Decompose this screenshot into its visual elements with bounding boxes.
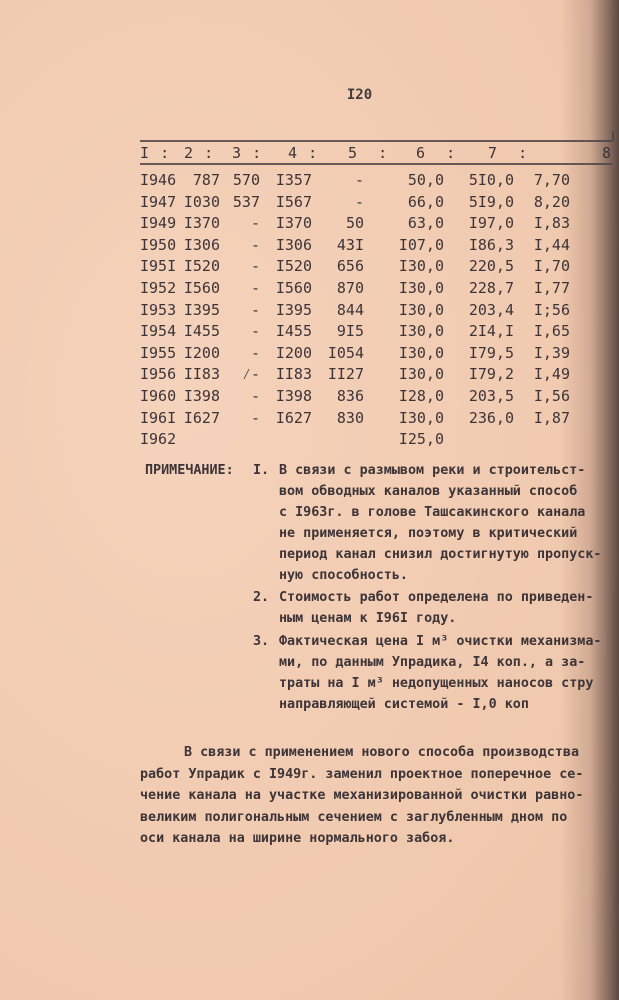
table-cell-col-1: I954 <box>140 322 177 341</box>
note-line: ную способность. <box>279 568 408 583</box>
table-cell-col-1: I955 <box>140 343 177 362</box>
table-cell-col-6: I07,0 <box>398 235 444 254</box>
table-cell-col-6: I30,0 <box>398 365 444 384</box>
column-header-7: 7 : <box>488 144 529 162</box>
table-cell-col-8: I,56 <box>533 386 570 405</box>
table-cell-col-7: 228,7 <box>468 278 514 297</box>
table-cell-col-5: 656 <box>336 257 364 276</box>
table-cell-col-2: I398 <box>183 386 220 405</box>
table-cell-col-5: 830 <box>336 408 364 427</box>
table-cell-col-7: 5I0,0 <box>468 171 514 189</box>
table-cell-col-3: - <box>250 386 260 405</box>
table-cell-col-5: II27 <box>327 365 364 384</box>
table-cell-col-6: I30,0 <box>398 300 444 319</box>
table-cell-col-1: I956 <box>140 365 177 384</box>
table-cell-col-7: 2I4,I <box>468 322 514 341</box>
note-line: вом обводных каналов указанный способ <box>279 484 578 499</box>
table-row <box>140 235 612 257</box>
table-cell-col-5: 43I <box>336 235 364 254</box>
table-cell-col-4: I395 <box>275 300 312 319</box>
note-1 <box>253 460 601 586</box>
table-cell-col-8: I,77 <box>533 278 570 297</box>
table-cell-col-5: 50 <box>345 214 364 233</box>
note-2-number: 2. <box>253 590 270 605</box>
table-cell-col-2: 787 <box>192 171 220 189</box>
table-cell-col-4: I567 <box>275 192 312 211</box>
paragraph-line: великим полигональным сечением с заглубленным дном по <box>140 809 568 825</box>
table-row <box>140 170 612 192</box>
table-cell-col-5: 836 <box>336 386 364 405</box>
table-cell-col-8: 7,70 <box>533 171 570 189</box>
table-cell-col-2: II83 <box>183 365 220 384</box>
table-cell-col-8: I,49 <box>533 365 570 384</box>
note-2 <box>253 587 593 629</box>
table-cell-col-4: I200 <box>275 343 312 362</box>
note-line: направляющей системой - I,0 коп <box>279 697 529 712</box>
table-cell-col-7: I79,2 <box>468 365 514 384</box>
table-cell-col-4: I560 <box>275 278 312 297</box>
table-cell-col-3: - <box>250 300 260 319</box>
column-header-4: 4 : <box>288 144 319 162</box>
table-cell-col-5: - <box>354 192 364 211</box>
table-cell-col-2: I627 <box>183 408 220 427</box>
table-cell-col-4: I357 <box>275 171 312 189</box>
table-cell-col-8: I,39 <box>533 343 570 362</box>
table-cell-col-7: 5I9,0 <box>468 192 514 211</box>
table-cell-col-1: I946 <box>140 171 177 189</box>
column-header-6: 6 : <box>416 144 457 162</box>
table-cell-col-4: II83 <box>275 365 312 384</box>
table-cell-col-7: 203,4 <box>468 300 514 319</box>
table-cell-col-8: I,70 <box>533 257 570 276</box>
data-table <box>140 140 612 451</box>
note-3 <box>253 631 601 715</box>
column-header-2: 2 : <box>184 144 215 162</box>
table-cell-col-6: I30,0 <box>398 322 444 341</box>
table-cell-col-1: I95I <box>140 257 177 276</box>
paragraph-line: работ Упрадик с I949г. заменил проектное поперечное се- <box>140 766 584 782</box>
paragraph-line: В связи с применением нового способа производства <box>184 745 580 760</box>
table-row <box>140 192 612 214</box>
table-cell-col-7 <box>444 429 514 451</box>
table-cell-col-8: I;56 <box>533 300 570 319</box>
table-row <box>140 213 612 235</box>
table-cell-col-1: I952 <box>140 278 177 297</box>
table-cell-col-8: I,65 <box>533 322 570 341</box>
table-cell-col-1: I949 <box>140 214 177 233</box>
table-cell-col-6: I25,0 <box>398 430 444 449</box>
table-cell-col-2 <box>180 429 220 451</box>
column-header-1: I : <box>140 144 171 162</box>
table-cell-col-6: 50,0 <box>407 171 444 189</box>
table-header-row <box>140 142 612 163</box>
table-cell-col-1: I962 <box>140 430 177 449</box>
body-paragraph <box>140 742 619 850</box>
table-cell-col-4: I520 <box>275 257 312 276</box>
table-top-rule <box>140 140 612 142</box>
table-row <box>140 300 612 322</box>
table-cell-col-1: I947 <box>140 192 177 211</box>
note-line: В связи с размывом реки и строительст- <box>279 463 586 478</box>
table-cell-col-1: I96I <box>140 408 177 427</box>
table-cell-col-4: I370 <box>275 214 312 233</box>
note-line: ным ценам к I96I году. <box>279 611 457 626</box>
table-cell-col-3: - <box>250 322 260 341</box>
table-cell-col-2: I306 <box>183 235 220 254</box>
table-cell-col-5: 844 <box>336 300 364 319</box>
table-row <box>140 256 612 278</box>
table-cell-col-2: I520 <box>183 257 220 276</box>
table-cell-col-6: I28,0 <box>398 386 444 405</box>
table-cell-col-6: I30,0 <box>398 278 444 297</box>
note-line: период канал снизил достигнутую пропуск- <box>279 547 602 562</box>
table-cell-col-6: 66,0 <box>407 192 444 211</box>
table-cell-col-3: 537 <box>232 192 260 211</box>
table-cell-col-8 <box>514 429 570 451</box>
table-cell-col-6: I30,0 <box>398 408 444 427</box>
table-cell-col-1: I953 <box>140 300 177 319</box>
table-cell-col-3: - <box>250 214 260 233</box>
table-cell-col-2: I560 <box>183 278 220 297</box>
table-row <box>140 343 612 365</box>
table-cell-col-1: I950 <box>140 235 177 254</box>
table-cell-col-4: I627 <box>275 408 312 427</box>
table-cell-col-1: I960 <box>140 386 177 405</box>
table-cell-col-6: 63,0 <box>407 214 444 233</box>
column-header-3: 3 : <box>232 144 263 162</box>
table-cell-col-4: I398 <box>275 386 312 405</box>
table-cell-col-7: 203,5 <box>468 386 514 405</box>
column-header-5: 5 : <box>348 144 389 162</box>
table-cell-col-8: 8,20 <box>533 192 570 211</box>
table-cell-col-3: 570 <box>232 171 260 189</box>
table-cell-col-3: - <box>250 278 260 297</box>
column-header-8: 8 <box>601 144 612 162</box>
note-3-number: 3. <box>253 634 270 649</box>
table-cell-col-8: I,87 <box>533 408 570 427</box>
table-cell-col-2: I200 <box>183 343 220 362</box>
note-1-number: I. <box>253 463 270 478</box>
table-cell-col-3: - <box>250 235 260 254</box>
table-cell-col-4 <box>260 429 312 451</box>
table-cell-col-7: I97,0 <box>468 214 514 233</box>
note-line: Фактическая цена I м³ очистки механизма- <box>279 634 602 649</box>
table-cell-col-2: I395 <box>183 300 220 319</box>
table-row <box>140 321 612 343</box>
table-cell-col-5: 870 <box>336 278 364 297</box>
table-cell-col-5: 9I5 <box>336 322 364 341</box>
table-cell-col-6: I30,0 <box>398 257 444 276</box>
table-cell-col-8: I,44 <box>533 235 570 254</box>
note-line: с I963г. в голове Ташсакинского канала <box>279 505 586 520</box>
table-row <box>140 386 612 408</box>
table-cell-col-4: I455 <box>275 322 312 341</box>
table-cell-col-4: I306 <box>275 235 312 254</box>
table-header-rule <box>140 163 612 165</box>
notes-label: ПРИМЕЧАНИЕ: <box>145 463 234 478</box>
paragraph-line: чение канала на участке механизированной очистки равно- <box>140 788 584 803</box>
paragraph-line: оси канала на ширине нормального забоя. <box>140 831 455 846</box>
table-cell-col-5: - <box>354 171 364 189</box>
table-cell-col-7: 236,0 <box>468 408 514 427</box>
table-cell-col-3: ⁄- <box>241 365 260 384</box>
table-cell-col-2: I455 <box>183 322 220 341</box>
table-cell-col-3: - <box>250 343 260 362</box>
table-row <box>140 364 612 386</box>
table-cell-col-2: I370 <box>183 214 220 233</box>
table-cell-col-3 <box>220 429 260 451</box>
table-row <box>140 278 612 300</box>
table-cell-col-5 <box>312 429 364 451</box>
table-cell-col-3: - <box>250 257 260 276</box>
table-cell-col-7: 220,5 <box>468 257 514 276</box>
table-cell-col-7: I79,5 <box>468 343 514 362</box>
table-row <box>140 408 612 430</box>
table-cell-col-3: - <box>250 408 260 427</box>
table-cell-col-2: I030 <box>183 192 220 211</box>
note-line: ми, по данным Упрадика, I4 коп., а за- <box>279 655 586 670</box>
note-line: траты на I м³ недопущенных наносов стру <box>279 676 594 691</box>
table-cell-col-8: I,83 <box>533 214 570 233</box>
table-cell-col-6: I30,0 <box>398 343 444 362</box>
table-row <box>140 429 612 451</box>
table-cell-col-7: I86,3 <box>468 235 514 254</box>
table-cell-col-5: I054 <box>327 343 364 362</box>
table-body <box>140 170 612 451</box>
note-line: не применяется, поэтому в критический <box>279 526 578 541</box>
page-number: I20 <box>346 87 373 103</box>
note-line: Стоимость работ определена по приведен- <box>279 590 594 605</box>
